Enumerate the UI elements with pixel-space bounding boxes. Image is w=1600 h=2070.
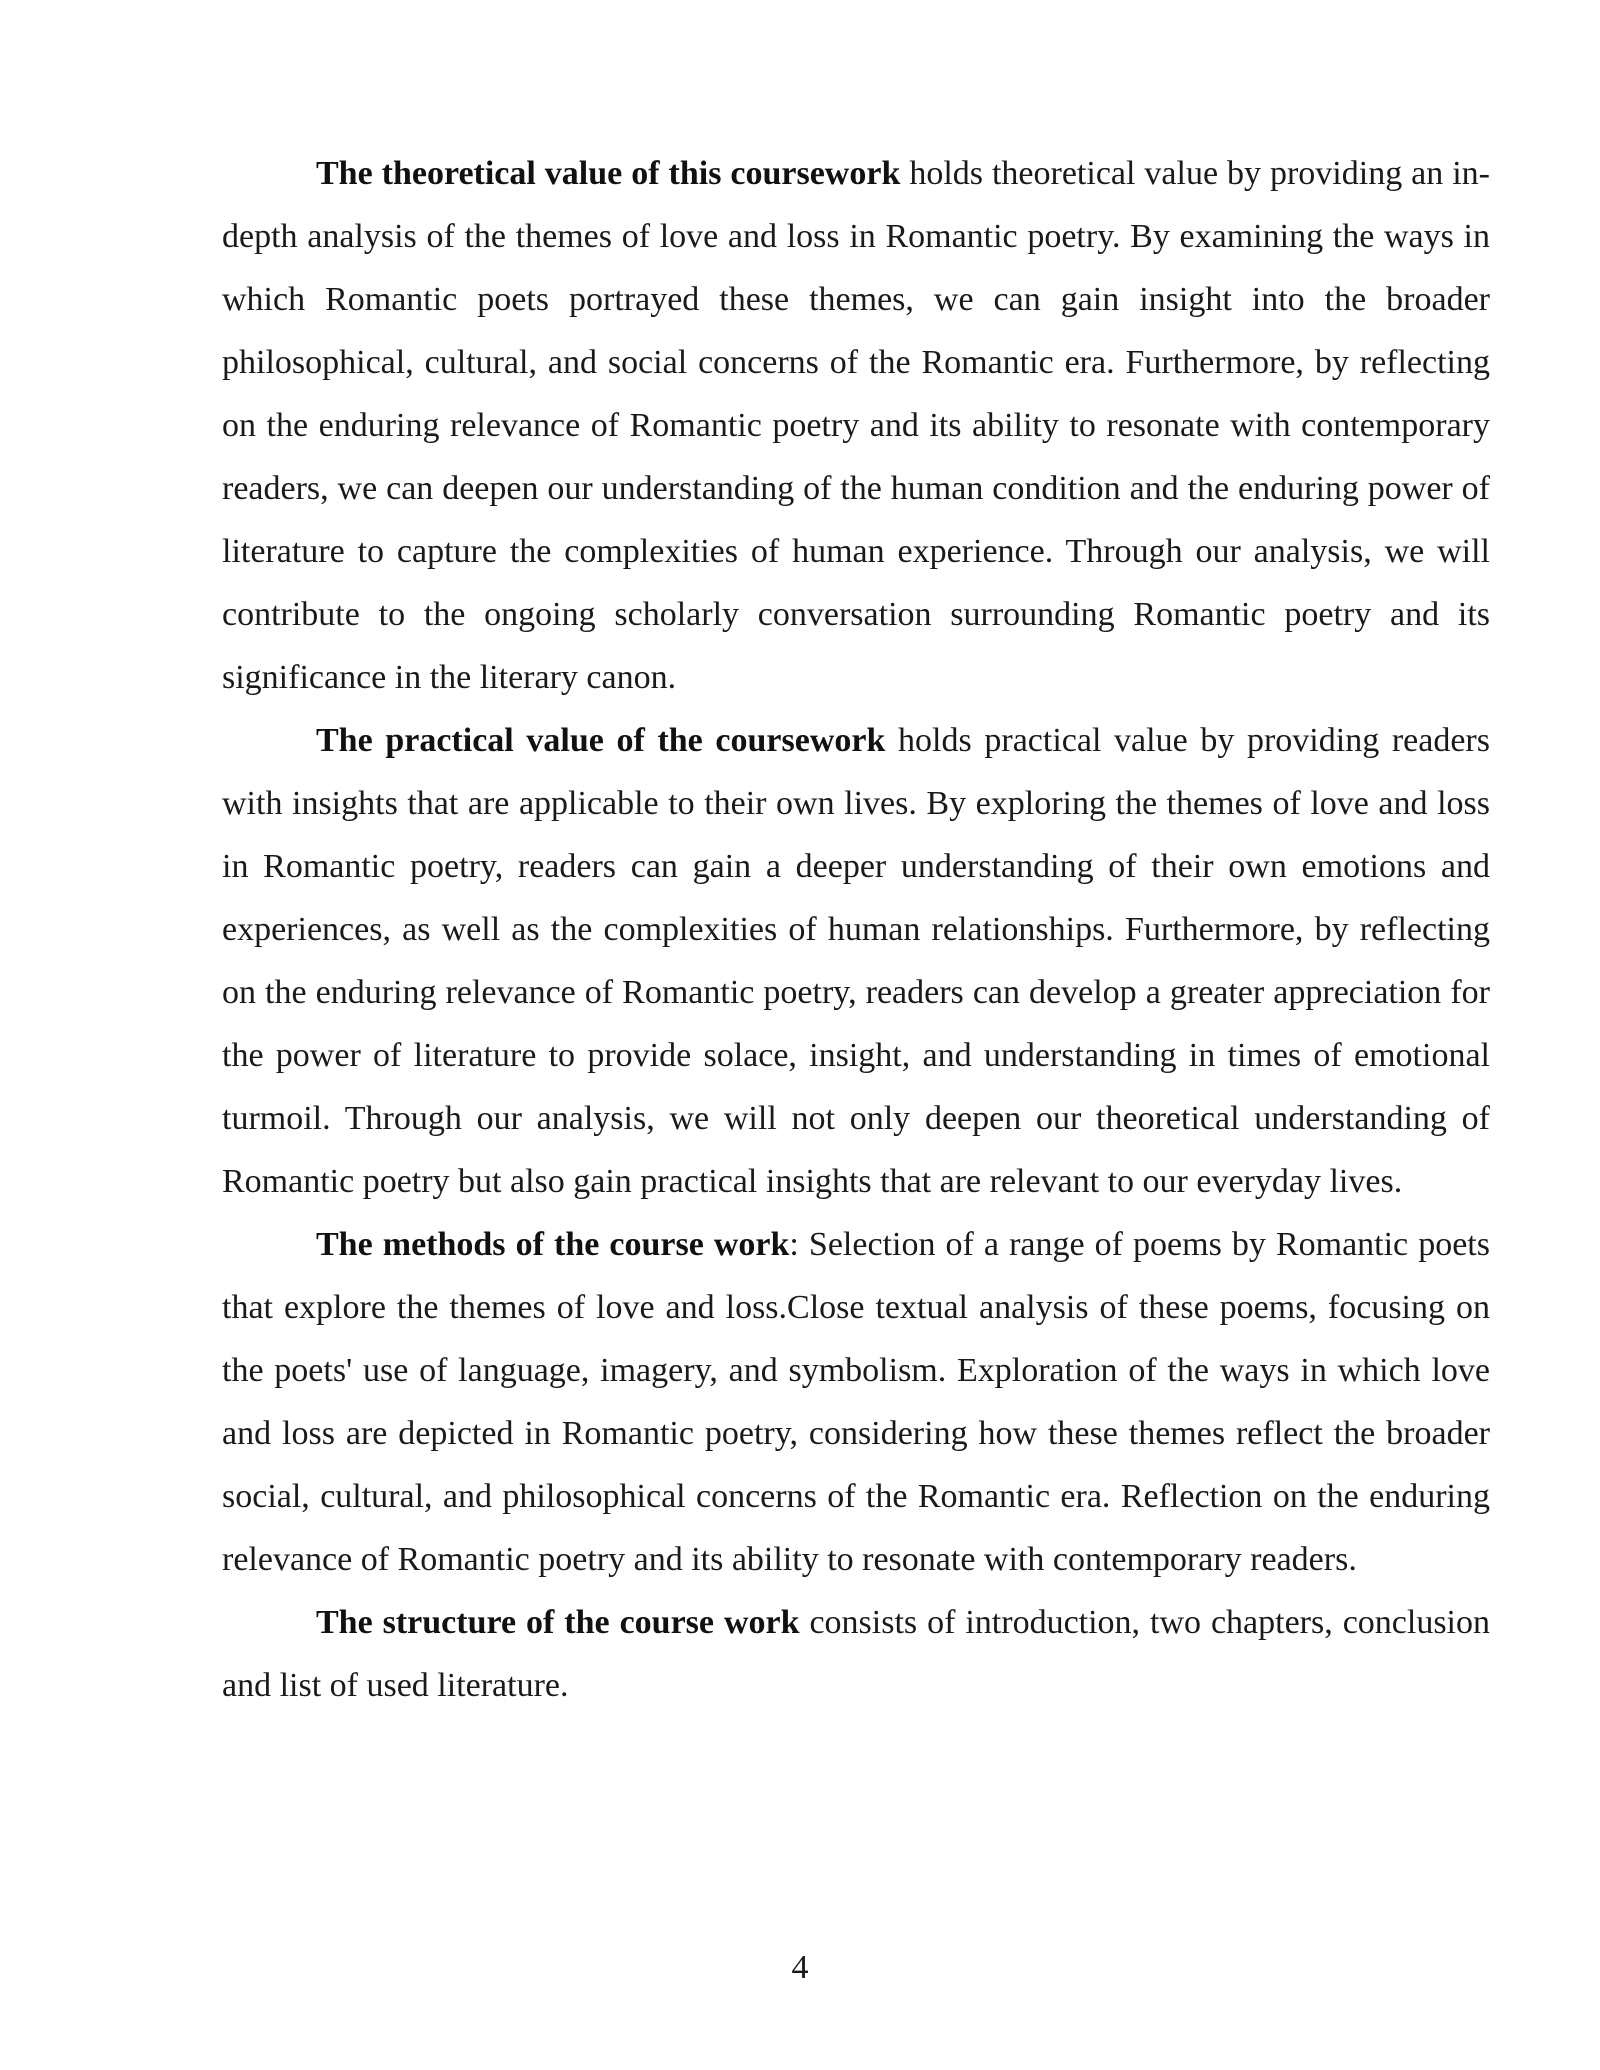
paragraph-body: holds theoretical value by providing an in-depth analysis of the themes of love and loss in Romantic poetry. By examining the ways in which Romantic poets portrayed these themes, we can gain insight into the broader philosophical, cultural, and social concerns of the Romantic era. Furthermore, by reflecting on the enduring relevance of Romantic poetry and its ability to resonate with contemporary readers, we can deepen our understanding of the human condition and the enduring power of literature to capture the complexities of human experience. Through our analysis, we will contribute to the ongoing scholarly conversation surrounding Romantic poetry and its significance in the literary canon. — [222, 155, 1490, 696]
paragraph-practical-value — [222, 709, 1490, 1213]
paragraph-methods — [222, 1213, 1490, 1591]
page-number: 4 — [791, 1949, 809, 1986]
paragraph-heading: The methods of the course work — [316, 1226, 790, 1263]
paragraph-heading: The practical value of the coursework — [316, 722, 886, 759]
paragraph-heading: The theoretical value of this coursework — [316, 155, 901, 192]
paragraph-body: : Selection of a range of poems by Romantic poets that explore the themes of love and loss.Close textual analysis of these poems, focusing on the poets' use of language, imagery, and symbolism. Exploration of the ways in which love and loss are depicted in Romantic poetry, considering how these themes reflect the broader social, cultural, and philosophical concerns of the Romantic era. Reflection on the enduring relevance of Romantic poetry and its ability to resonate with contemporary readers. — [222, 1226, 1490, 1578]
paragraph-heading: The structure of the course work — [316, 1604, 800, 1641]
paragraph-theoretical-value — [222, 142, 1490, 709]
paragraph-structure — [222, 1591, 1490, 1717]
body-text — [222, 142, 1490, 1717]
paragraph-body: consists of introduction, two chapters, conclusion and list of used literature. — [222, 1604, 1490, 1704]
paragraph-body: holds practical value by providing readers with insights that are applicable to their own lives. By exploring the themes of love and loss in Romantic poetry, readers can gain a deeper understanding of their own emotions and experiences, as well as the complexities of human relationships. Furthermore, by reflecting on the enduring relevance of Romantic poetry, readers can develop a greater appreciation for the power of literature to provide solace, insight, and understanding in times of emotional turmoil. Through our analysis, we will not only deepen our theoretical understanding of Romantic poetry but also gain practical insights that are relevant to our everyday lives. — [222, 722, 1490, 1200]
